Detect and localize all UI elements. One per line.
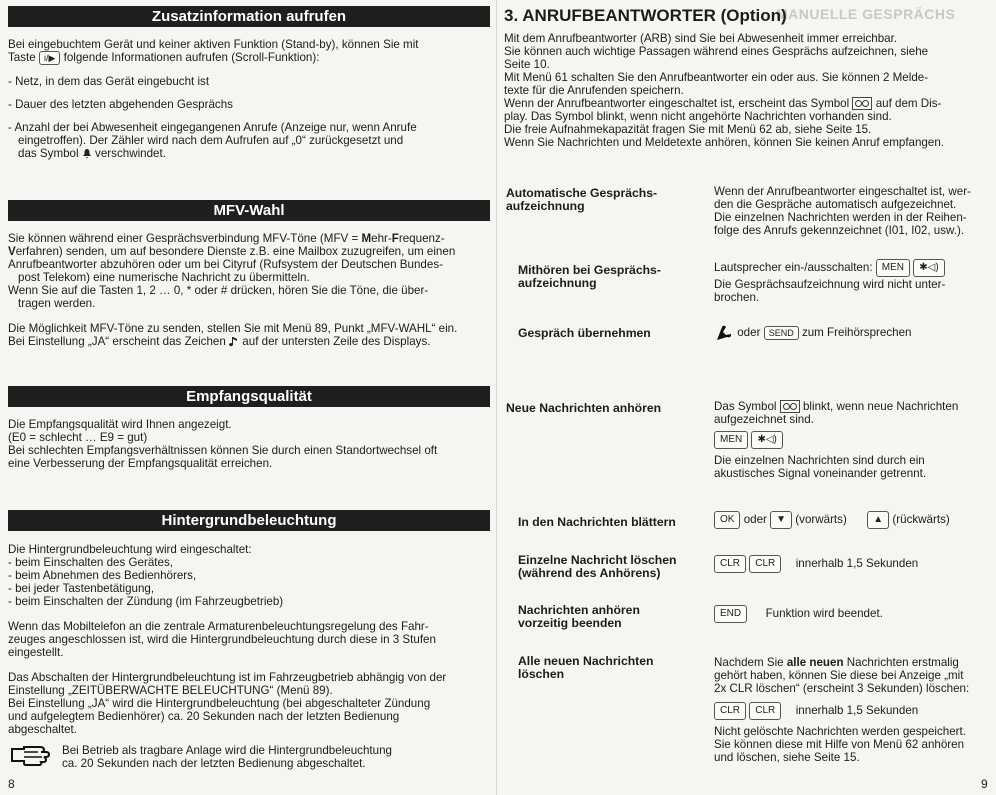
music-note-icon	[229, 336, 239, 348]
page-number-left: 8	[8, 777, 15, 791]
text-automatische-aufzeichnung: Wenn der Anrufbeantworter eingeschaltet ist, wer- den die Gespräche automatisch aufgezeichnet. Die einzelnen Nachrichten werden in der Reihen- folge des Anrufs gekennzeichnet (I01, I02, usw.).	[714, 185, 971, 237]
label-mithoeren: Mithören bei Gesprächs- aufzeichnung	[518, 263, 661, 290]
section-mfv-wahl: Sie können während einer Gesprächsverbindung MFV-Töne (MFV = Mehr-Frequenz- Verfahren) senden, um auf besondere Dienste z.B. eine Mailbox zuzugreifen, um einen Anrufbeantworter abzuhören oder um bei Cityruf (Rufsystem der Deutschen Bundes- post Telekom) eine numerische Nachricht zu übermitteln. Wenn Sie auf die Tasten 1, 2 … 0, * oder # drücken, hören Sie die Töne, die über- tragen werden. Die Möglichkeit MFV-Töne zu senden, stellen Sie mit Menü 89, Punkt „MFV-WAHL“ ein. Bei Einstellung „JA“ erscheint das Zeichen auf der untersten Zeile des Displays.	[8, 232, 458, 348]
send-key-icon: SEND	[764, 326, 799, 340]
clr-key-icon: CLR	[749, 702, 781, 720]
clr-key-icon: CLR	[714, 702, 746, 720]
star-speaker-key-icon: ✱◁)	[913, 259, 944, 277]
clr-key-icon: CLR	[749, 555, 781, 573]
label-neue-nachrichten: Neue Nachrichten anhören	[506, 401, 662, 415]
backlight-note: Bei Betrieb als tragbare Anlage wird die Hintergrundbeleuchtung ca. 20 Sekunden nach der letzten Bedienung abgeschaltet.	[62, 744, 392, 770]
section-title-hintergrundbeleuchtung: Hintergrundbeleuchtung	[8, 510, 490, 531]
text-gespraech-uebernehmen: oder SEND zum Freihörsprechen	[714, 322, 990, 344]
bleed-through-text: MANUELLE GESPRÄCHS	[776, 6, 956, 22]
pointing-hand-icon	[10, 743, 52, 767]
text-alle-loeschen: Nachdem Sie alle neuen Nachrichten erstmalig gehört haben, können Sie diese bei Anzeige „mit 2x CLR löschen“ (erscheint 3 Sekunden) löschen: CLR CLR innerhalb 1,5 Sekunden Nicht gelöschte Nachrichten werden gespeichert. Sie können diese mit Hilfe von Menü 62 anhören und löschen, siehe Seite 15.	[714, 656, 970, 764]
page-number-right: 9	[981, 777, 988, 791]
answering-machine-icon	[852, 97, 872, 110]
text-blaettern: OK oder ▼ (vorwärts) ▲ (rückwärts)	[714, 510, 990, 530]
bell-icon	[82, 148, 92, 159]
section-zusatzinformation: Bei eingebuchtem Gerät und keiner aktiven Funktion (Stand-by), können Sie mit Taste i/▶ folgende Informationen aufrufen (Scroll-Funktion): - Netz, in dem das Gerät eingebucht ist - Dauer des letzten abgehenden Gesprächs - Anzahl der bei Abwesenheit eingegangenen Anrufe (Anzeige nur, wenn Anrufe eingetroffen). Der Zähler wird nach dem Aufrufen auf „0“ zurückgesetzt und das Symbol verschwindet.	[8, 38, 419, 160]
men-key-icon: MEN	[714, 431, 748, 449]
label-blaettern: In den Nachrichten blättern	[518, 515, 676, 529]
right-page	[496, 0, 996, 795]
text-vorzeitig-beenden: END Funktion wird beendet.	[714, 604, 990, 624]
section-title-zusatzinformation: Zusatzinformation aufrufen	[8, 6, 490, 27]
end-key-icon: END	[714, 605, 747, 623]
text-mithoeren: Lautsprecher ein-/ausschalten: MEN ✱◁) Die Gesprächsaufzeichnung wird nicht unter- brochen.	[714, 258, 990, 304]
label-gespraech-uebernehmen: Gespräch übernehmen	[518, 326, 651, 340]
section-title-empfangsqualitaet: Empfangsqualität	[8, 386, 490, 407]
label-automatische-aufzeichnung: Automatische Gesprächs- aufzeichnung	[506, 186, 658, 213]
section-empfangsqualitaet: Die Empfangsqualität wird Ihnen angezeigt. (E0 = schlecht … E9 = gut) Bei schlechten Empfangsverhältnissen können Sie durch einen Standortwechsel oft eine Verbesserung der Empfangsqualität erreichen.	[8, 418, 438, 470]
label-vorzeitig-beenden: Nachrichten anhören vorzeitig beenden	[518, 603, 640, 630]
section-hintergrundbeleuchtung: Die Hintergrundbeleuchtung wird eingeschaltet: - beim Einschalten des Gerätes, - beim Abnehmen des Bedienhörers, - bei jeder Tastenbetätigung, - beim Einschalten der Zündung (im Fahrzeugbetrieb) Wenn das Mobiltelefon an die zentrale Armaturenbeleuchtungsregelung des Fahr- zeuges angeschlossen ist, wird die Hintergrundbeleuchtung durch diese in 3 Stufen eingestellt. Das Abschalten der Hintergrundbeleuchtung ist im Fahrzeugbetrieb abhängig von der Einstellung „ZEITÜBERWACHTE BELEUCHTUNG“ (Menü 89). Bei Einstellung „JA“ wird die Hintergrundbeleuchtung (bei abgeschalteter Zündung und aufgelegtem Bedienhörer) ca. 20 Sekunden nach der letzten Bedienung abgeschaltet.	[8, 543, 447, 736]
scroll-key-icon: i/▶	[39, 51, 60, 65]
text-einzelne-loeschen: CLR CLR innerhalb 1,5 Sekunden	[714, 554, 990, 574]
label-alle-loeschen: Alle neuen Nachrichten löschen	[518, 654, 654, 681]
men-key-icon: MEN	[876, 259, 910, 277]
clr-key-icon: CLR	[714, 555, 746, 573]
ok-key-icon: OK	[714, 511, 740, 529]
star-speaker-key-icon: ✱◁)	[751, 431, 782, 449]
answering-machine-icon	[780, 400, 800, 413]
text-neue-nachrichten: Das Symbol blinkt, wenn neue Nachrichten aufgezeichnet sind. MEN ✱◁) Die einzelnen Nachrichten sind durch ein akustisches Signal voneinander getrennt.	[714, 400, 959, 481]
up-key-icon: ▲	[867, 511, 889, 529]
down-key-icon: ▼	[770, 511, 792, 529]
intro-text: Mit dem Anrufbeantworter (ARB) sind Sie bei Abwesenheit immer erreichbar. Sie können auch wichtige Passagen während eines Gesprächs aufzeichnen, siehe Seite 10. Mit Menü 61 schalten Sie den Anrufbeantworter ein oder aus. Sie können 2 Melde- texte für die Anrufenden speichern. Wenn der Anrufbeantworter eingeschaltet ist, erscheint das Symbol auf dem Dis- play. Das Symbol blinkt, wenn nicht angehörte Nachrichten vorhanden sind. Die freie Aufnahmekapazität fragen Sie mit Menü 62 ab, siehe Seite 15. Wenn Sie Nachrichten und Meldetexte anhören, können Sie keinen Anruf empfangen.	[504, 32, 944, 150]
handset-icon	[714, 323, 734, 343]
label-einzelne-loeschen: Einzelne Nachricht löschen (während des Anhörens)	[518, 553, 677, 580]
chapter-title: 3. ANRUFBEANTWORTER (Option)	[504, 6, 787, 25]
left-page	[0, 0, 496, 795]
section-title-mfv-wahl: MFV-Wahl	[8, 200, 490, 221]
